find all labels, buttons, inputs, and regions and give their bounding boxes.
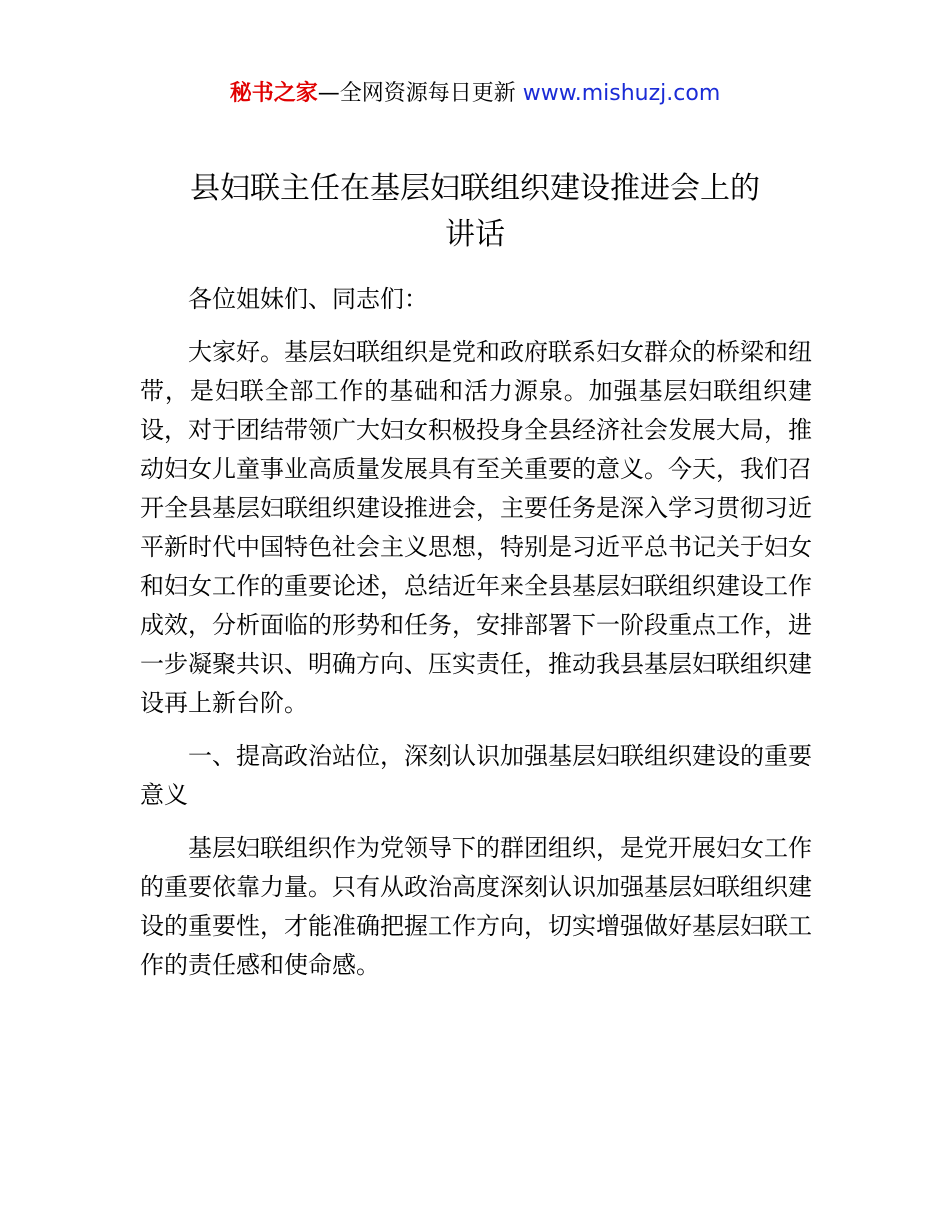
paragraph-section-1: 基层妇联组织作为党领导下的群团组织，是党开展妇女工作的重要依靠力量。只有从政治高度深刻认识加强基层妇联组织建设的重要性，才能准确把握工作方向，切实增强做好基层妇联工作的责任感和使命感。 — [140, 834, 812, 979]
section-heading-1: 一、提高政治站位，深刻认识加强基层妇联组织建设的重要意义 — [140, 742, 812, 809]
site-url[interactable]: www.mishuzj.com — [522, 81, 721, 106]
document-body — [140, 280, 812, 999]
site-brand: 秘书之家 — [229, 81, 318, 106]
document-title — [140, 166, 810, 258]
salutation: 各位姐妹们、同志们： — [188, 285, 428, 313]
site-tagline: —全网资源每日更新 — [317, 81, 523, 106]
paragraph-opening: 大家好。基层妇联组织是党和政府联系妇女群众的桥梁和纽带，是妇联全部工作的基础和活力源泉。加强基层妇联组织建设，对于团结带领广大妇女积极投身全县经济社会发展大局，推动妇女儿童事业高质量发展具有至关重要的意义。今天，我们召开全县基层妇联组织建设推进会，主要任务是深入学习贯彻习近平新时代中国特色社会主义思想，特别是习近平总书记关于妇女和妇女工作的重要论述，总结近年来全县基层妇联组织建设工作成效，分析面临的形势和任务，安排部署下一阶段重点工作，进一步凝聚共识、明确方向、压实责任，推动我县基层妇联组织建设再上新台阶。 — [140, 338, 812, 717]
site-header — [0, 78, 950, 110]
title-line-2: 讲话 — [445, 217, 505, 252]
title-line-1: 县妇联主任在基层妇联组织建设推进会上的 — [190, 171, 760, 206]
